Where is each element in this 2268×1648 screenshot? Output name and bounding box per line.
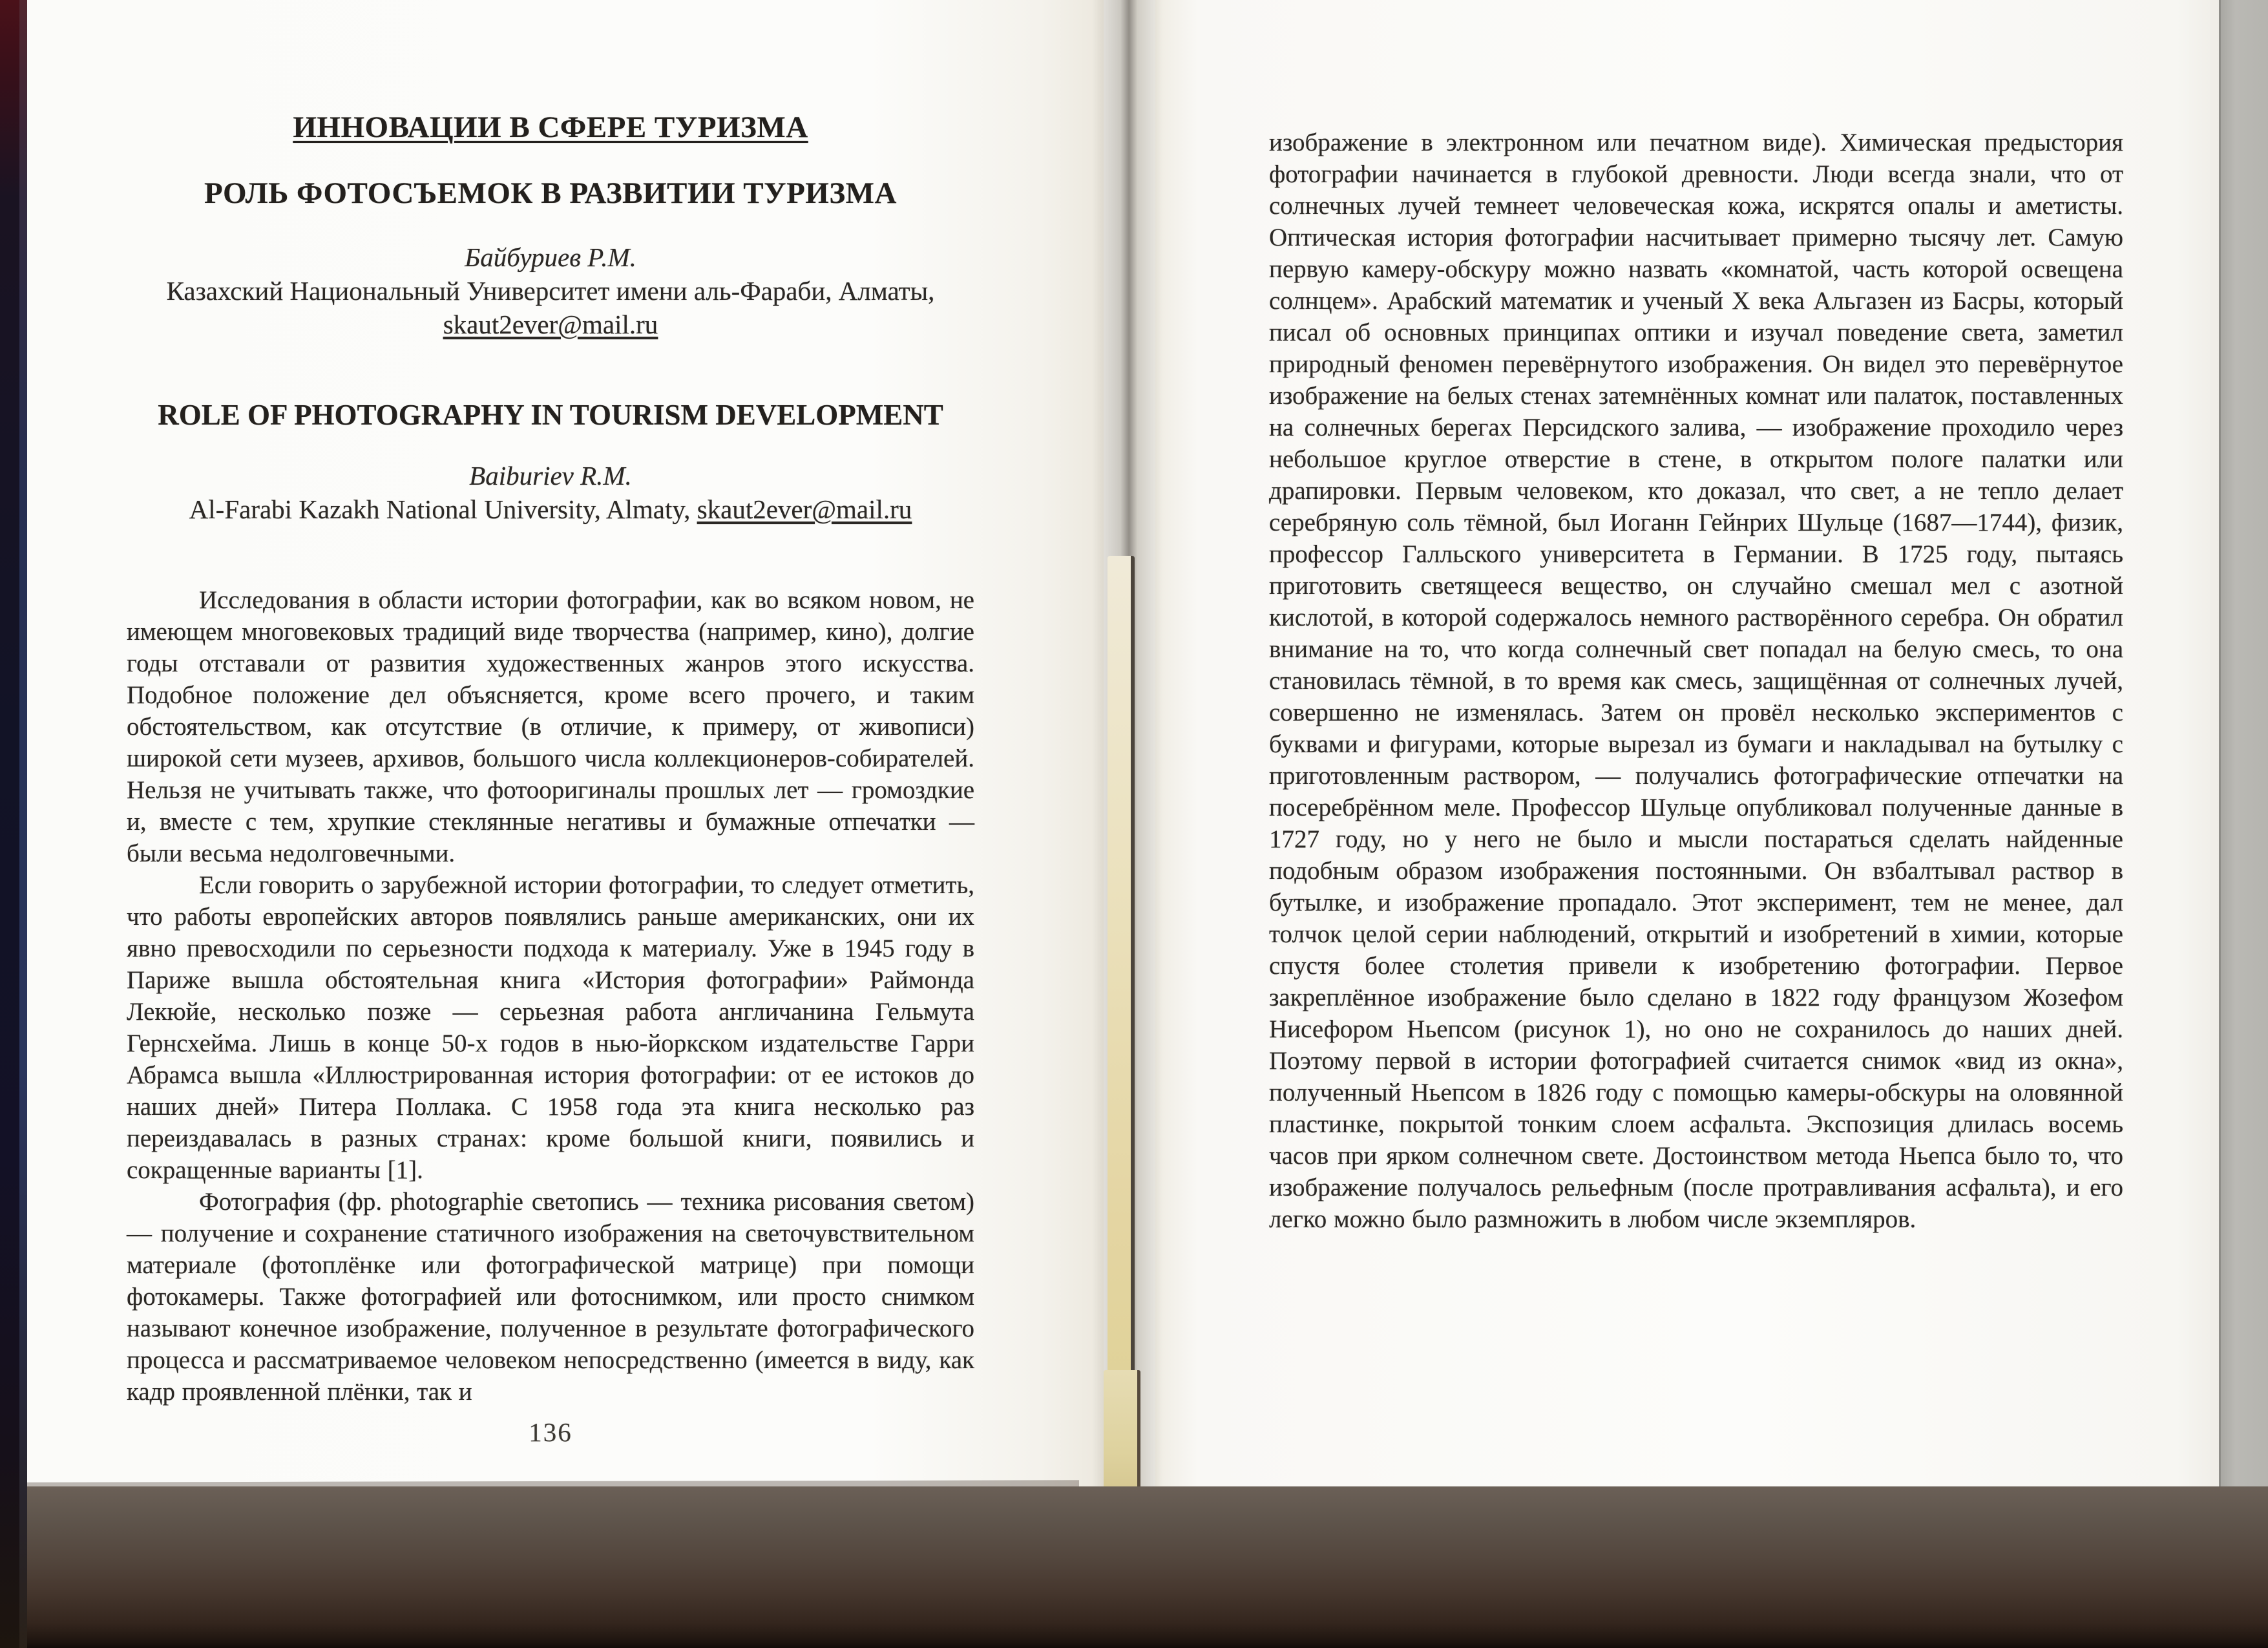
right-page-body bbox=[1269, 0, 2123, 1235]
right-page-content bbox=[1269, 0, 2123, 1235]
book-gutter-page-edges bbox=[1108, 556, 1135, 1506]
scan-bottom-edge bbox=[0, 1486, 2268, 1648]
left-page-body bbox=[127, 584, 974, 1408]
paragraph: Фотография (фр. photographie светопись — техника рисования светом) — получение и сохранение статичного изображения на светочувствительном материале (фотоплёнке или фотографической матрице) при помощи фотокамеры. Также фотографией или фотоснимком, или просто снимком называют конечное изображение, полученное в результате фотографического процесса и рассматриваемое человеком непосредственно (имеется в виду, как кадр проявленной плёнки, так и bbox=[127, 1188, 974, 1406]
scan-right-edge bbox=[2219, 0, 2268, 1497]
email-en-text: skaut2ever@mail.ru bbox=[697, 494, 912, 524]
article-title-en: ROLE OF PHOTOGRAPHY IN TOURISM DEVELOPMENT bbox=[158, 399, 943, 431]
author-ru: Байбуриев Р.М. bbox=[465, 242, 636, 272]
affiliation-en-line bbox=[127, 492, 974, 526]
paragraph: изображение в электронном или печатном виде). Химическая предыстория фотографии начинается в глубокой древности. Люди всегда знали, что от солнечных лучей темнеет человеческая кожа, искрятся опалы и аметисты. Оптическая история фотографии насчитывает примерно тысячу лет. Самую первую камеру-обскуру можно назвать «комнатой, часть которой освещена солнцем». Арабский математик и ученый X века Альгазен из Басры, который писал об основных принципах оптики и изучал поведение света, заметил природный феномен перевёрнутого изображения. Он видел это перевёрнутое изображение на белых стенах затемнённых комнат или палаток, поставленных на солнечных берегах Персидского залива, — изображение проходило через небольшое круглое отверстие в стене, в открытом пологе палатки или драпировки. Первым человеком, кто доказал, что свет, а не тепло делает серебряную соль тёмной, был Иоганн Гейнрих Шульце (1687—1744), физик, профессор Галльского университета в Германии. В 1725 году, пытаясь приготовить светящееся вещество, он случайно смешал мел с азотной кислотой, в которой содержалось немного растворённого серебра. Он обратил внимание на то, что когда солнечный свет попадал на белую смесь, то она становилась тёмной, в то время как смесь, защищённая от солнечных лучей, совершенно не изменялась. Затем он провёл несколько экспериментов с буквами и фигурами, которые вырезал из бумаги и накладывал на бутылку с приготовленным раствором, — получались фотографические отпечатки на посеребрённом меле. Профессор Шульце опубликовал полученные данные в 1727 году, но у него не было и мысли постараться сделать найденные подобным образом изображения постоянными. Он взбалтывал раствор в бутылке, и изображение пропадало. Этот эксперимент, тем не менее, дал толчок целой серии наблюдений, открытий и изобретений в химии, которые спустя более столетия привели к изобретению фотографии. Первое закреплённое изображение было сделано в 1822 году французом Жозефом Нисефором Ньепсом (рисунок 1), но оно не сохранилось до наших дней. Поэтому первой в истории фотографией считается снимок «вид из окна», полученный Ньепсом в 1826 году с помощью камеры-обскуры на оловянной пластинке, покрытой тонким слоем асфальта. Экспозиция длилась восемь часов при ярком солнечном свете. Достоинством метода Ньепса было то, что изображение получалось рельефным (после протравливания асфальта), и его легко можно было размножить в любом числе экземпляров. bbox=[1269, 129, 2123, 1233]
section-header: ИННОВАЦИИ В СФЕРЕ ТУРИЗМА bbox=[293, 111, 808, 144]
paragraph: Исследования в области истории фотографии, как во всяком новом, не имеющем многовековых традиций виде творчества (например, кино), долгие годы отставали от развития художественных жанров этого искусства. Подобное положение дел объясняется, кроме всего прочего, и таким обстоятельством, как отсутствие (в отличие, к примеру, от живописи) широкой сети музеев, архивов, большого числа коллекционеров-собирателей. Нельзя не учитывать также, что фотооригиналы прошлых лет — громоздкие и, вместе с тем, хрупкие стеклянные негативы и бумажные отпечатки — были весьма недолговечными. bbox=[127, 586, 974, 867]
affiliation-ru: Казахский Национальный Университет имени аль-Фараби, Алматы, bbox=[166, 276, 935, 306]
left-page-content bbox=[127, 0, 974, 1447]
article-title-ru: РОЛЬ ФОТОСЪЕМОК В РАЗВИТИИ ТУРИЗМА bbox=[204, 176, 897, 210]
author-en: Baiburiev R.M. bbox=[469, 461, 632, 491]
paragraph: Если говорить о зарубежной истории фотографии, то следует отметить, что работы европейских авторов появлялись раньше американских, они их явно превосходили по серьезности подхода к материалу. Уже в 1945 году в Париже вышла обстоятельная книга «История фотографии» Раймонда Лекюйе, несколько позже — серьезная работа англичанина Гельмута Гернсхейма. Лишь в конце 50-х годов в нью-йоркском издательстве Гарри Абрамса вышла «Иллюстрированная история фотографии: от ее истоков до наших дней» Питера Поллака. С 1958 года эта книга несколько раз переиздавалась в разных странах: кроме большой книги, появились и сокращенные варианты [1]. bbox=[127, 871, 974, 1184]
email-text: skaut2ever@mail.ru bbox=[443, 310, 658, 339]
page-number-left: 136 bbox=[529, 1417, 572, 1447]
author-email-line bbox=[127, 308, 974, 341]
affiliation-en-text: Al-Farabi Kazakh National University, Almaty, bbox=[189, 494, 697, 524]
scan-left-edge bbox=[0, 0, 27, 1648]
